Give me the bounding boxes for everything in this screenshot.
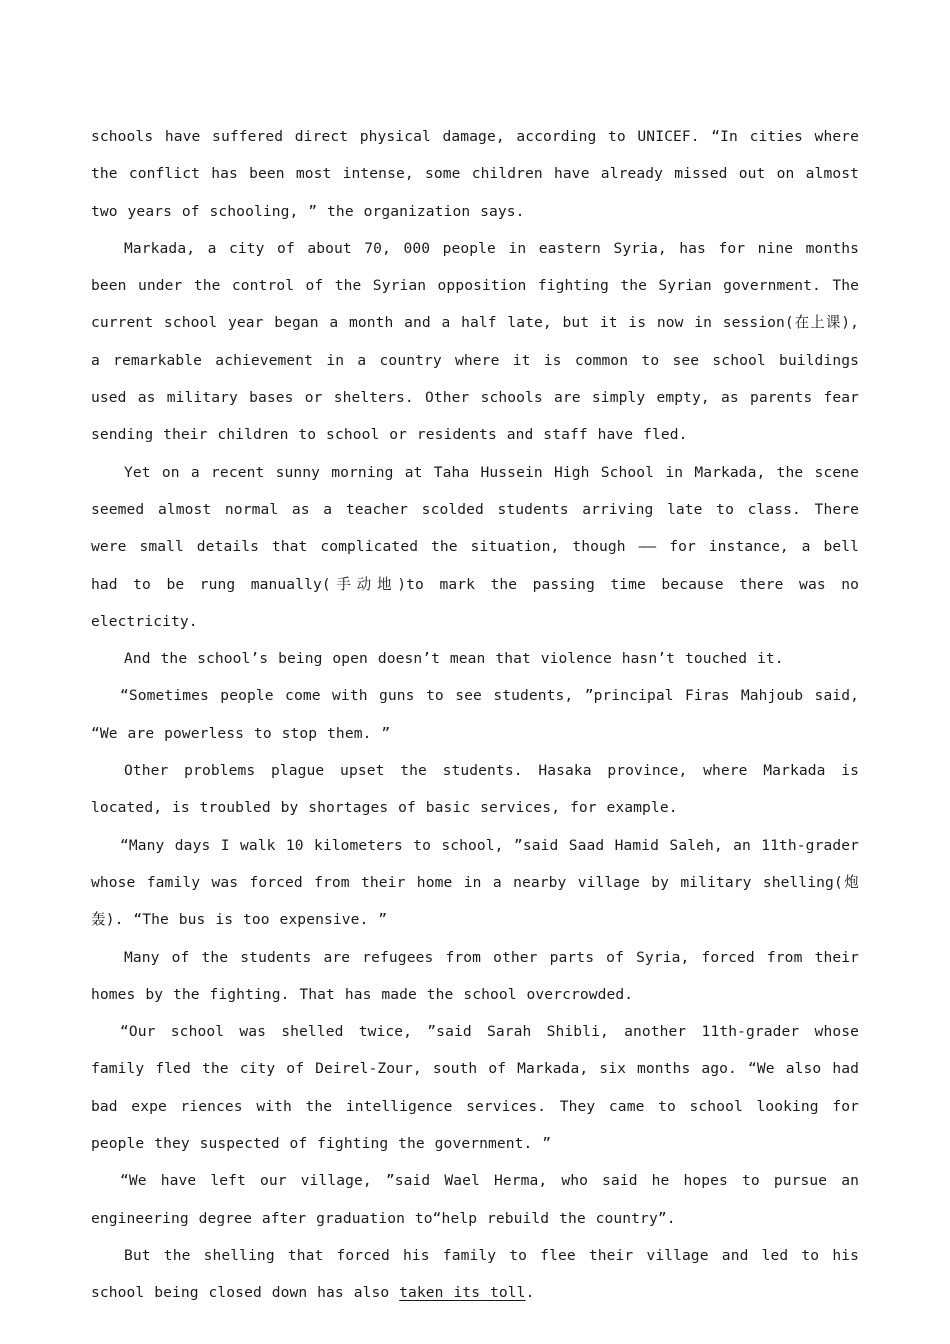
- paragraph-3: Yet on a recent sunny morning at Taha Hussein High School in Markada, the scene seemed almost normal as a teacher scolded students arriving late to class. There were small details that complicated the situation, though —— for instance, a bell had to be rung manually(手动地)to mark the passing time because there was no electricity.: [91, 463, 859, 630]
- article-body: [91, 118, 859, 1312]
- paragraph-7: “Many days I walk 10 kilometers to school, ”said Saad Hamid Saleh, an 11th-grader whose family was forced from their home in a nearby village by military shelling(炮轰). “The bus is too expensive. ”: [91, 836, 859, 929]
- paragraph-8: Many of the students are refugees from other parts of Syria, forced from their homes by the fighting. That has made the school overcrowded.: [91, 948, 859, 1003]
- underlined-phrase: taken its toll: [399, 1284, 526, 1302]
- paragraph-6: Other problems plague upset the students. Hasaka province, where Markada is located, is troubled by shortages of basic services, for example.: [91, 762, 859, 817]
- paragraph-1: schools have suffered direct physical damage, according to UNICEF. “In cities where the conflict has been most intense, some children have already missed out on almost two years of schooling, ” the organization says.: [91, 128, 859, 220]
- paragraph-11-start: But the shelling that forced his family to flee their village and led to his school being closed down has also: [91, 1246, 859, 1302]
- paragraph-5: “Sometimes people come with guns to see students, ”principal Firas Mahjoub said, “We are powerless to stop them. ”: [91, 687, 859, 742]
- paragraph-4: And the school’s being open doesn’t mean that violence hasn’t touched it.: [124, 650, 784, 668]
- paragraph-9: “Our school was shelled twice, ”said Sarah Shibli, another 11th-grader whose family fled the city of Deirel-Zour, south of Markada, six months ago. “We also had bad expe riences with the intelligence services. They came to school looking for people they suspected of fighting the government. ”: [91, 1023, 859, 1153]
- paragraph-11-end: .: [525, 1284, 535, 1302]
- paragraph-11: [91, 1237, 859, 1312]
- paragraph-10: “We have left our village, ”said Wael Herma, who said he hopes to pursue an engineering degree after graduation to“help rebuild the country”.: [91, 1172, 859, 1227]
- paragraph-2: Markada, a city of about 70, 000 people in eastern Syria, has for nine months been under the control of the Syrian opposition fighting the Syrian government. The current school year began a month and a half late, but it is now in session(在上课), a remarkable achievement in a country where it is common to see school buildings used as military bases or shelters. Other schools are simply empty, as parents fear sending their children to school or residents and staff have fled.: [91, 239, 859, 444]
